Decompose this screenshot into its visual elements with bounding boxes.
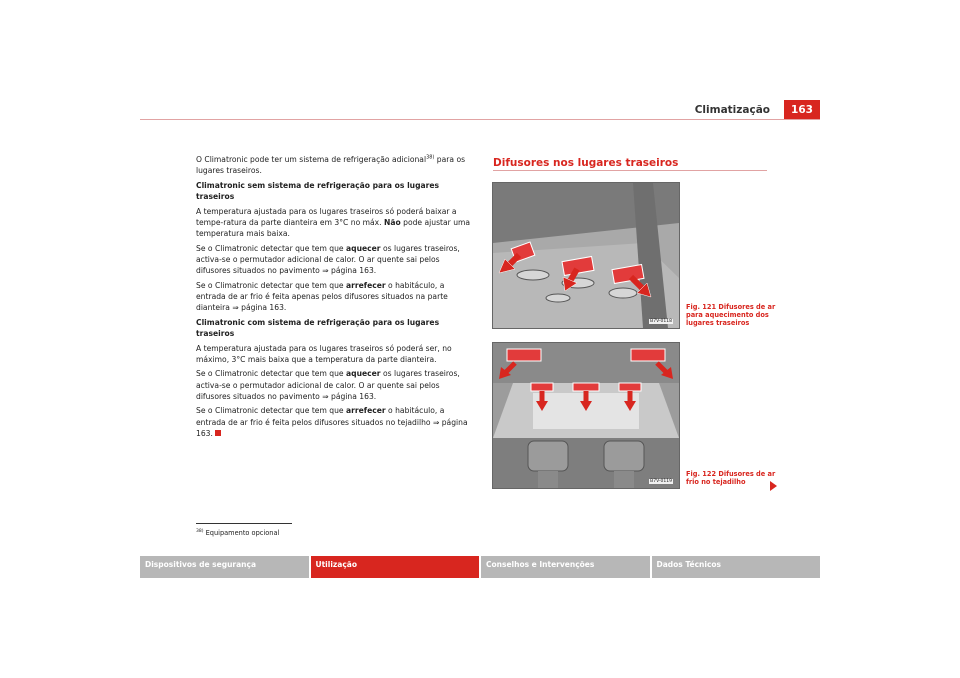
tab-utilizacao[interactable]: Utilização	[311, 556, 480, 578]
tab-dados-tecnicos[interactable]: Dados Técnicos	[652, 556, 821, 578]
continue-arrow-icon[interactable]	[770, 481, 777, 491]
tab-dispositivos-seguranca[interactable]: Dispositivos de segurança	[140, 556, 309, 578]
paragraph-temp-max: A temperatura ajustada para os lugares traseiros só poderá ser, no máximo, 3°C mais baixa que a temperatura da parte dianteira.	[196, 343, 452, 364]
section-title: Difusores nos lugares traseiros	[493, 157, 679, 169]
figure-122-caption: Fig. 122 Difusores de ar frio no tejadilho	[686, 470, 776, 487]
paragraph-temp-limit: A temperatura ajustada para os lugares traseiros só poderá baixar a tempe-ratura da parte dianteira em 3°C no máx. Não pode ajustar uma temperatura mais baixa.	[196, 206, 471, 239]
figure-122-roof-cooling-vents	[492, 342, 680, 489]
footnote-ref[interactable]: 38)	[426, 154, 435, 161]
header-divider	[140, 119, 820, 120]
paragraph-intro: O Climatronic pode ter um sistema de refrigeração adicional$^{38)}$ para os lugares traseiros.	[196, 154, 466, 176]
page-number: 163	[784, 100, 820, 120]
paragraph-cooling: Se o Climatronic detectar que tem que arrefecer o habitáculo, a entrada de ar frio é feita apenas pelos difusores situados na parte dianteira ⇒ página 163.	[196, 280, 448, 313]
paragraph-heating-2: Se o Climatronic detectar que tem que aquecer os lugares traseiros, activa-se o permutador adicional de calor. O ar quente sai pelos difusores situados no pavimento ⇒ página 163.	[196, 369, 460, 401]
figure-code: B7V-0118	[650, 319, 672, 324]
section-end-mark	[215, 430, 221, 436]
subheading-with-cooling: Climatronic com sistema de refrigeração para os lugares traseiros	[196, 317, 440, 339]
section-divider	[493, 170, 767, 171]
footnote-divider	[196, 523, 292, 524]
body-text-column	[196, 154, 472, 443]
rear-footwell-illustration	[493, 183, 679, 328]
roof-vents-illustration	[493, 343, 679, 488]
figure-121-caption: Fig. 121 Difusores de ar para aquecimento dos lugares traseiros	[686, 303, 776, 328]
footnote: $^{38)}$ Equipamento opcional	[196, 529, 280, 538]
figure-121-rear-heating-vents	[492, 182, 680, 329]
subheading-without-cooling: Climatronic sem sistema de refrigeração para os lugares traseiros	[196, 180, 440, 202]
tab-conselhos-intervencoes[interactable]: Conselhos e Intervenções	[481, 556, 650, 578]
figure-code: B7V-0119	[650, 479, 672, 484]
paragraph-heating: Se o Climatronic detectar que tem que aquecer os lugares traseiros, activa-se o permutador adicional de calor. O ar quente sai pelos difusores situados no pavimento ⇒ página 163.	[196, 243, 460, 276]
chapter-nav-bar	[140, 556, 820, 578]
page-header-title: Climatização	[694, 104, 770, 116]
paragraph-cooling-2: Se o Climatronic detectar que tem que arrefecer o habitáculo, a entrada de ar frio é feita pelos difusores situados no tejadilho ⇒ página 163.	[196, 406, 468, 439]
